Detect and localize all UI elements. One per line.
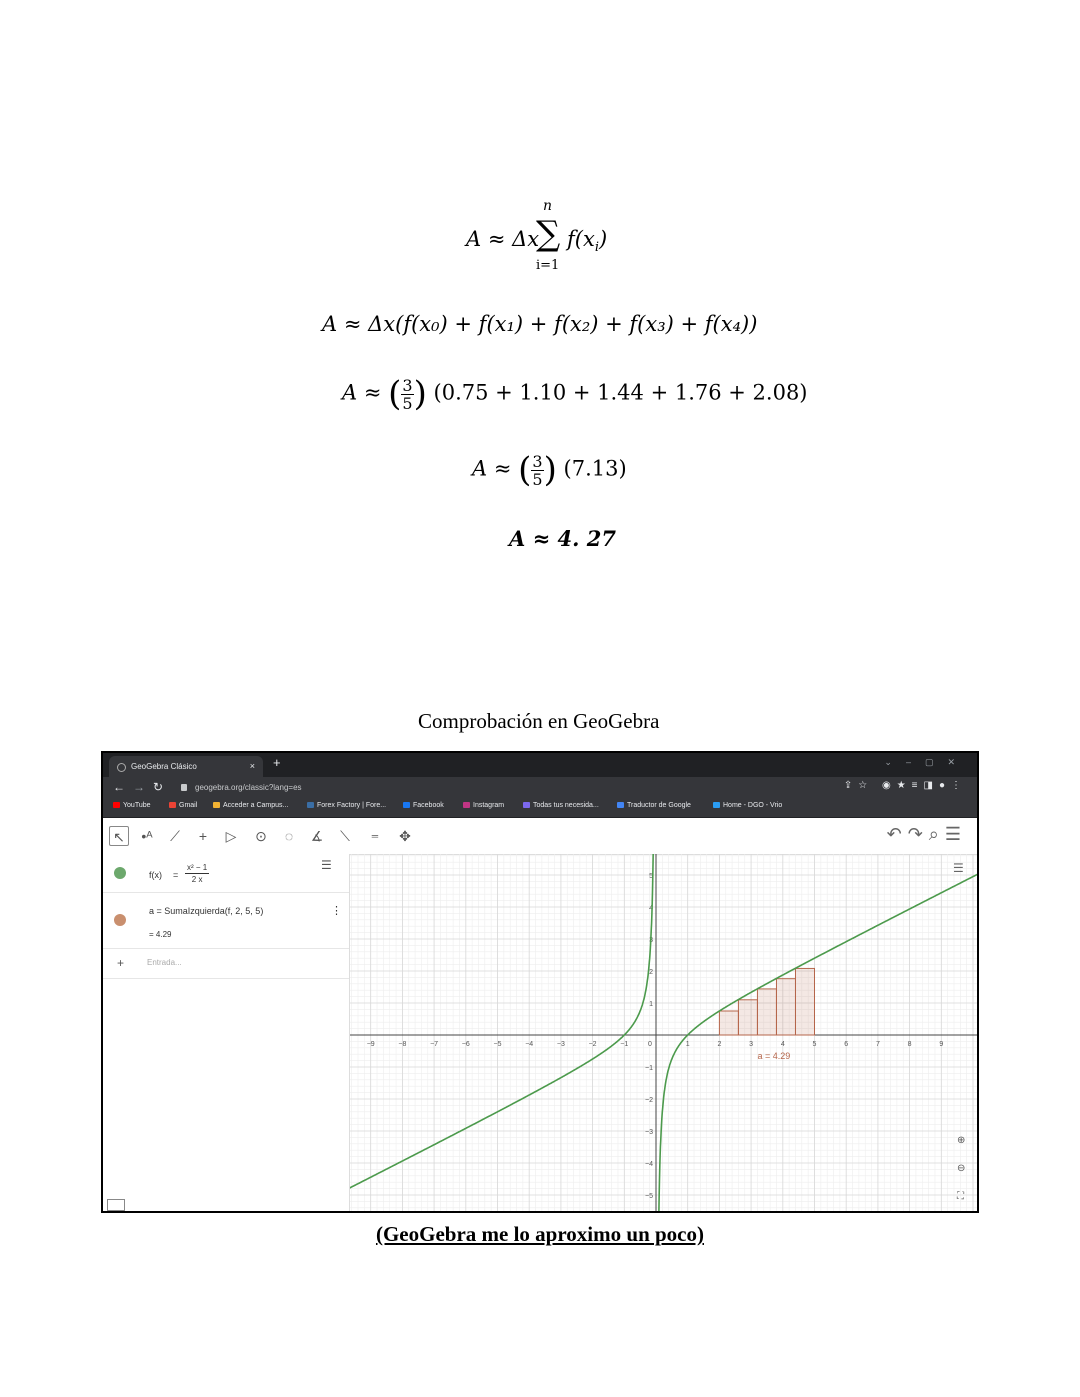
undo-redo-search-menu[interactable]: ↶↷⌕☰ (886, 824, 967, 844)
fraction-num: 3 (532, 451, 543, 471)
riemann-rectangle (719, 1011, 738, 1035)
fraction-3-5 (531, 453, 543, 488)
zoom-out-icon[interactable]: ⊖ (957, 1163, 966, 1174)
keyboard-icon[interactable] (107, 1199, 125, 1211)
x-tick-label: −6 (461, 1041, 470, 1048)
sigma-upper: n (543, 198, 553, 214)
extension-icons[interactable]: ⇪☆ ◉★≡◨●⋮ (843, 780, 967, 791)
x-tick-label: 2 (717, 1041, 722, 1048)
bookmark-label: Todas tus necesida... (533, 802, 599, 809)
angle-tool-icon[interactable]: ∡ (310, 828, 324, 844)
open-paren: ( (518, 450, 532, 490)
simplified-lhs: A ≈ (472, 456, 512, 481)
result: A ≈ 4. 27 (509, 526, 616, 551)
bookmark-label: Home - DGO - Vrio (723, 802, 783, 809)
x-tick-label: −2 (588, 1041, 597, 1048)
fraction-3-5 (401, 377, 413, 412)
numeric-formula (342, 374, 808, 414)
f-numerator: x² − 1 (187, 863, 208, 872)
polygon-tool-icon[interactable]: ▷ (225, 828, 237, 844)
conic-tool-icon[interactable]: ◌ (284, 828, 294, 844)
x-tick-label: 9 (939, 1041, 944, 1048)
tab-close-icon[interactable]: × (249, 761, 255, 771)
browser-tab[interactable] (109, 756, 263, 777)
point-tool-icon[interactable]: •ᴬ (141, 828, 153, 844)
bookmark-item[interactable] (113, 802, 151, 809)
a-definition: a = SumaIzquierda(f, 2, 5, 5) (149, 906, 264, 916)
x-tick-label: 5 (812, 1041, 817, 1048)
open-paren: ( (388, 374, 402, 414)
graphics-view[interactable] (350, 854, 979, 1213)
forward-icon[interactable]: → (133, 780, 145, 794)
y-tick-label: 4 (649, 905, 653, 912)
y-tick-label: 1 (649, 1001, 653, 1008)
circle-tool-icon[interactable]: ⊙ (255, 828, 267, 844)
reflect-tool-icon[interactable]: ⟍ (340, 828, 350, 844)
slider-tool-icon[interactable]: ═ (371, 831, 379, 841)
move-view-tool-icon[interactable]: ✥ (399, 828, 411, 844)
bookmark-item[interactable] (307, 802, 386, 809)
bookmark-label: Acceder a Campus... (223, 802, 289, 809)
x-tick-label: −8 (398, 1041, 407, 1048)
riemann-rectangle (738, 1000, 757, 1035)
perpendicular-tool-icon[interactable]: + (198, 828, 208, 844)
bookmark-icon (307, 802, 314, 808)
bookmark-icon (713, 802, 720, 808)
bookmark-item[interactable] (403, 802, 444, 809)
visibility-toggle-a[interactable] (114, 914, 126, 926)
bookmark-label: Facebook (413, 802, 444, 809)
caption-bottom: (GeoGebra me lo aproximo un poco) (375, 1222, 704, 1246)
algebra-view (103, 854, 350, 1213)
f-equals: = (173, 870, 179, 880)
bookmark-icon (169, 802, 176, 808)
y-tick-label: −1 (645, 1065, 653, 1072)
expanded-formula: A ≈ Δx(f(x₀) + f(x₁) + f(x₂) + f(x₃) + f(x₄)) (322, 312, 758, 336)
bookmarks-bar (103, 799, 977, 818)
sum-body-f: f(x (567, 227, 595, 251)
tab-title: GeoGebra Clásico (131, 762, 197, 771)
fraction-num: 3 (402, 375, 413, 395)
window-controls[interactable]: ⌄–▢✕ (884, 757, 969, 767)
bookmark-item[interactable] (617, 802, 691, 809)
new-tab-button[interactable]: + (273, 755, 281, 770)
y-tick-label: −5 (645, 1193, 653, 1200)
x-tick-label: 8 (907, 1041, 912, 1048)
f-fraction (185, 862, 209, 885)
y-tick-label: −4 (645, 1161, 653, 1168)
y-tick-label: 2 (649, 969, 653, 976)
fraction-den: 5 (532, 469, 543, 489)
x-tick-label: −4 (525, 1041, 534, 1048)
lock-icon (181, 784, 187, 791)
simplified-rest: (7.13) (563, 456, 627, 481)
bookmark-icon (463, 802, 470, 808)
bookmark-item[interactable] (713, 802, 782, 809)
bookmark-icon (523, 802, 530, 808)
x-tick-label: 1 (685, 1041, 690, 1048)
fraction-den: 5 (402, 393, 413, 413)
url-text: geogebra.org/classic?lang=es (195, 783, 302, 792)
move-tool-icon[interactable]: ↖ (109, 826, 129, 846)
origin-label: 0 (648, 1041, 652, 1048)
bookmark-label: YouTube (123, 802, 151, 809)
sum-body-end: ) (598, 227, 608, 251)
algebra-row-a[interactable] (103, 892, 349, 949)
x-tick-label: 4 (780, 1041, 785, 1048)
f-denominator: 2 x (191, 875, 203, 884)
graphics-style-icon[interactable]: ☰ (953, 861, 964, 875)
simplified-formula (472, 450, 627, 490)
close-paren: ) (413, 374, 427, 414)
close-paren: ) (543, 450, 557, 490)
bookmark-icon (403, 802, 410, 808)
url-field[interactable] (173, 780, 835, 796)
x-tick-label: −1 (620, 1041, 629, 1048)
geogebra-icon (117, 763, 126, 772)
geogebra-screenshot (101, 751, 979, 1213)
fullscreen-icon[interactable]: ⛶ (957, 1191, 964, 1202)
reload-icon[interactable]: ↻ (153, 780, 164, 794)
riemann-rectangle (795, 968, 814, 1035)
y-tick-label: −2 (645, 1097, 653, 1104)
algebra-row-f[interactable] (103, 854, 349, 893)
bookmark-label: Forex Factory | Fore... (317, 802, 387, 809)
x-tick-label: −9 (366, 1041, 375, 1048)
numeric-rest: (0.75 + 1.10 + 1.44 + 1.76 + 2.08) (433, 380, 808, 405)
add-icon[interactable]: + (117, 956, 125, 970)
line-tool-icon[interactable]: ⟋ (170, 828, 180, 844)
visibility-toggle-f[interactable] (114, 867, 126, 879)
more-options-icon[interactable]: ⋮ (331, 905, 342, 917)
sum-label: a = 4.29 (757, 1051, 791, 1061)
address-bar-row (103, 777, 977, 799)
browser-tabbar (103, 753, 977, 777)
bookmark-icon (617, 802, 624, 808)
bookmark-item[interactable] (523, 802, 599, 809)
bookmark-item[interactable] (213, 802, 288, 809)
sum-lhs: A ≈ Δx (466, 227, 540, 251)
style-bar-icon[interactable]: ☰ (321, 858, 332, 872)
x-tick-label: 7 (875, 1041, 880, 1048)
x-tick-label: −3 (556, 1041, 565, 1048)
bookmark-label: Gmail (179, 802, 198, 809)
sum-body-sub: i (594, 240, 599, 255)
riemann-rectangle (757, 989, 776, 1035)
numeric-lhs: A ≈ (342, 380, 382, 405)
bookmark-icon (113, 802, 120, 808)
graph-svg (350, 854, 979, 1213)
back-icon[interactable]: ← (113, 780, 125, 794)
bookmark-icon (213, 802, 220, 808)
x-tick-label: 6 (844, 1041, 849, 1048)
zoom-in-icon[interactable]: ⊕ (957, 1135, 966, 1146)
sigma-symbol: ∑ (536, 214, 561, 254)
bookmark-label: Traductor de Google (627, 802, 691, 809)
bookmark-label: Instagram (473, 802, 505, 809)
y-tick-label: 3 (649, 937, 653, 944)
sum-body (567, 227, 607, 255)
sigma-lower: i=1 (536, 258, 560, 273)
y-tick-label: −3 (645, 1129, 653, 1136)
a-value: = 4.29 (149, 930, 172, 939)
f-label: f(x) (149, 870, 162, 880)
x-tick-label: 3 (749, 1041, 754, 1048)
algebra-input-row[interactable] (103, 948, 349, 979)
riemann-rectangle (776, 979, 795, 1035)
bookmark-item[interactable] (463, 802, 504, 809)
caption-top: Comprobación en GeoGebra (418, 709, 660, 733)
x-tick-label: −7 (430, 1041, 439, 1048)
geogebra-toolbar (103, 818, 977, 855)
input-placeholder: Entrada... (147, 958, 182, 967)
y-tick-label: 5 (649, 873, 653, 880)
bookmark-item[interactable] (169, 802, 197, 809)
x-tick-label: −5 (493, 1041, 502, 1048)
